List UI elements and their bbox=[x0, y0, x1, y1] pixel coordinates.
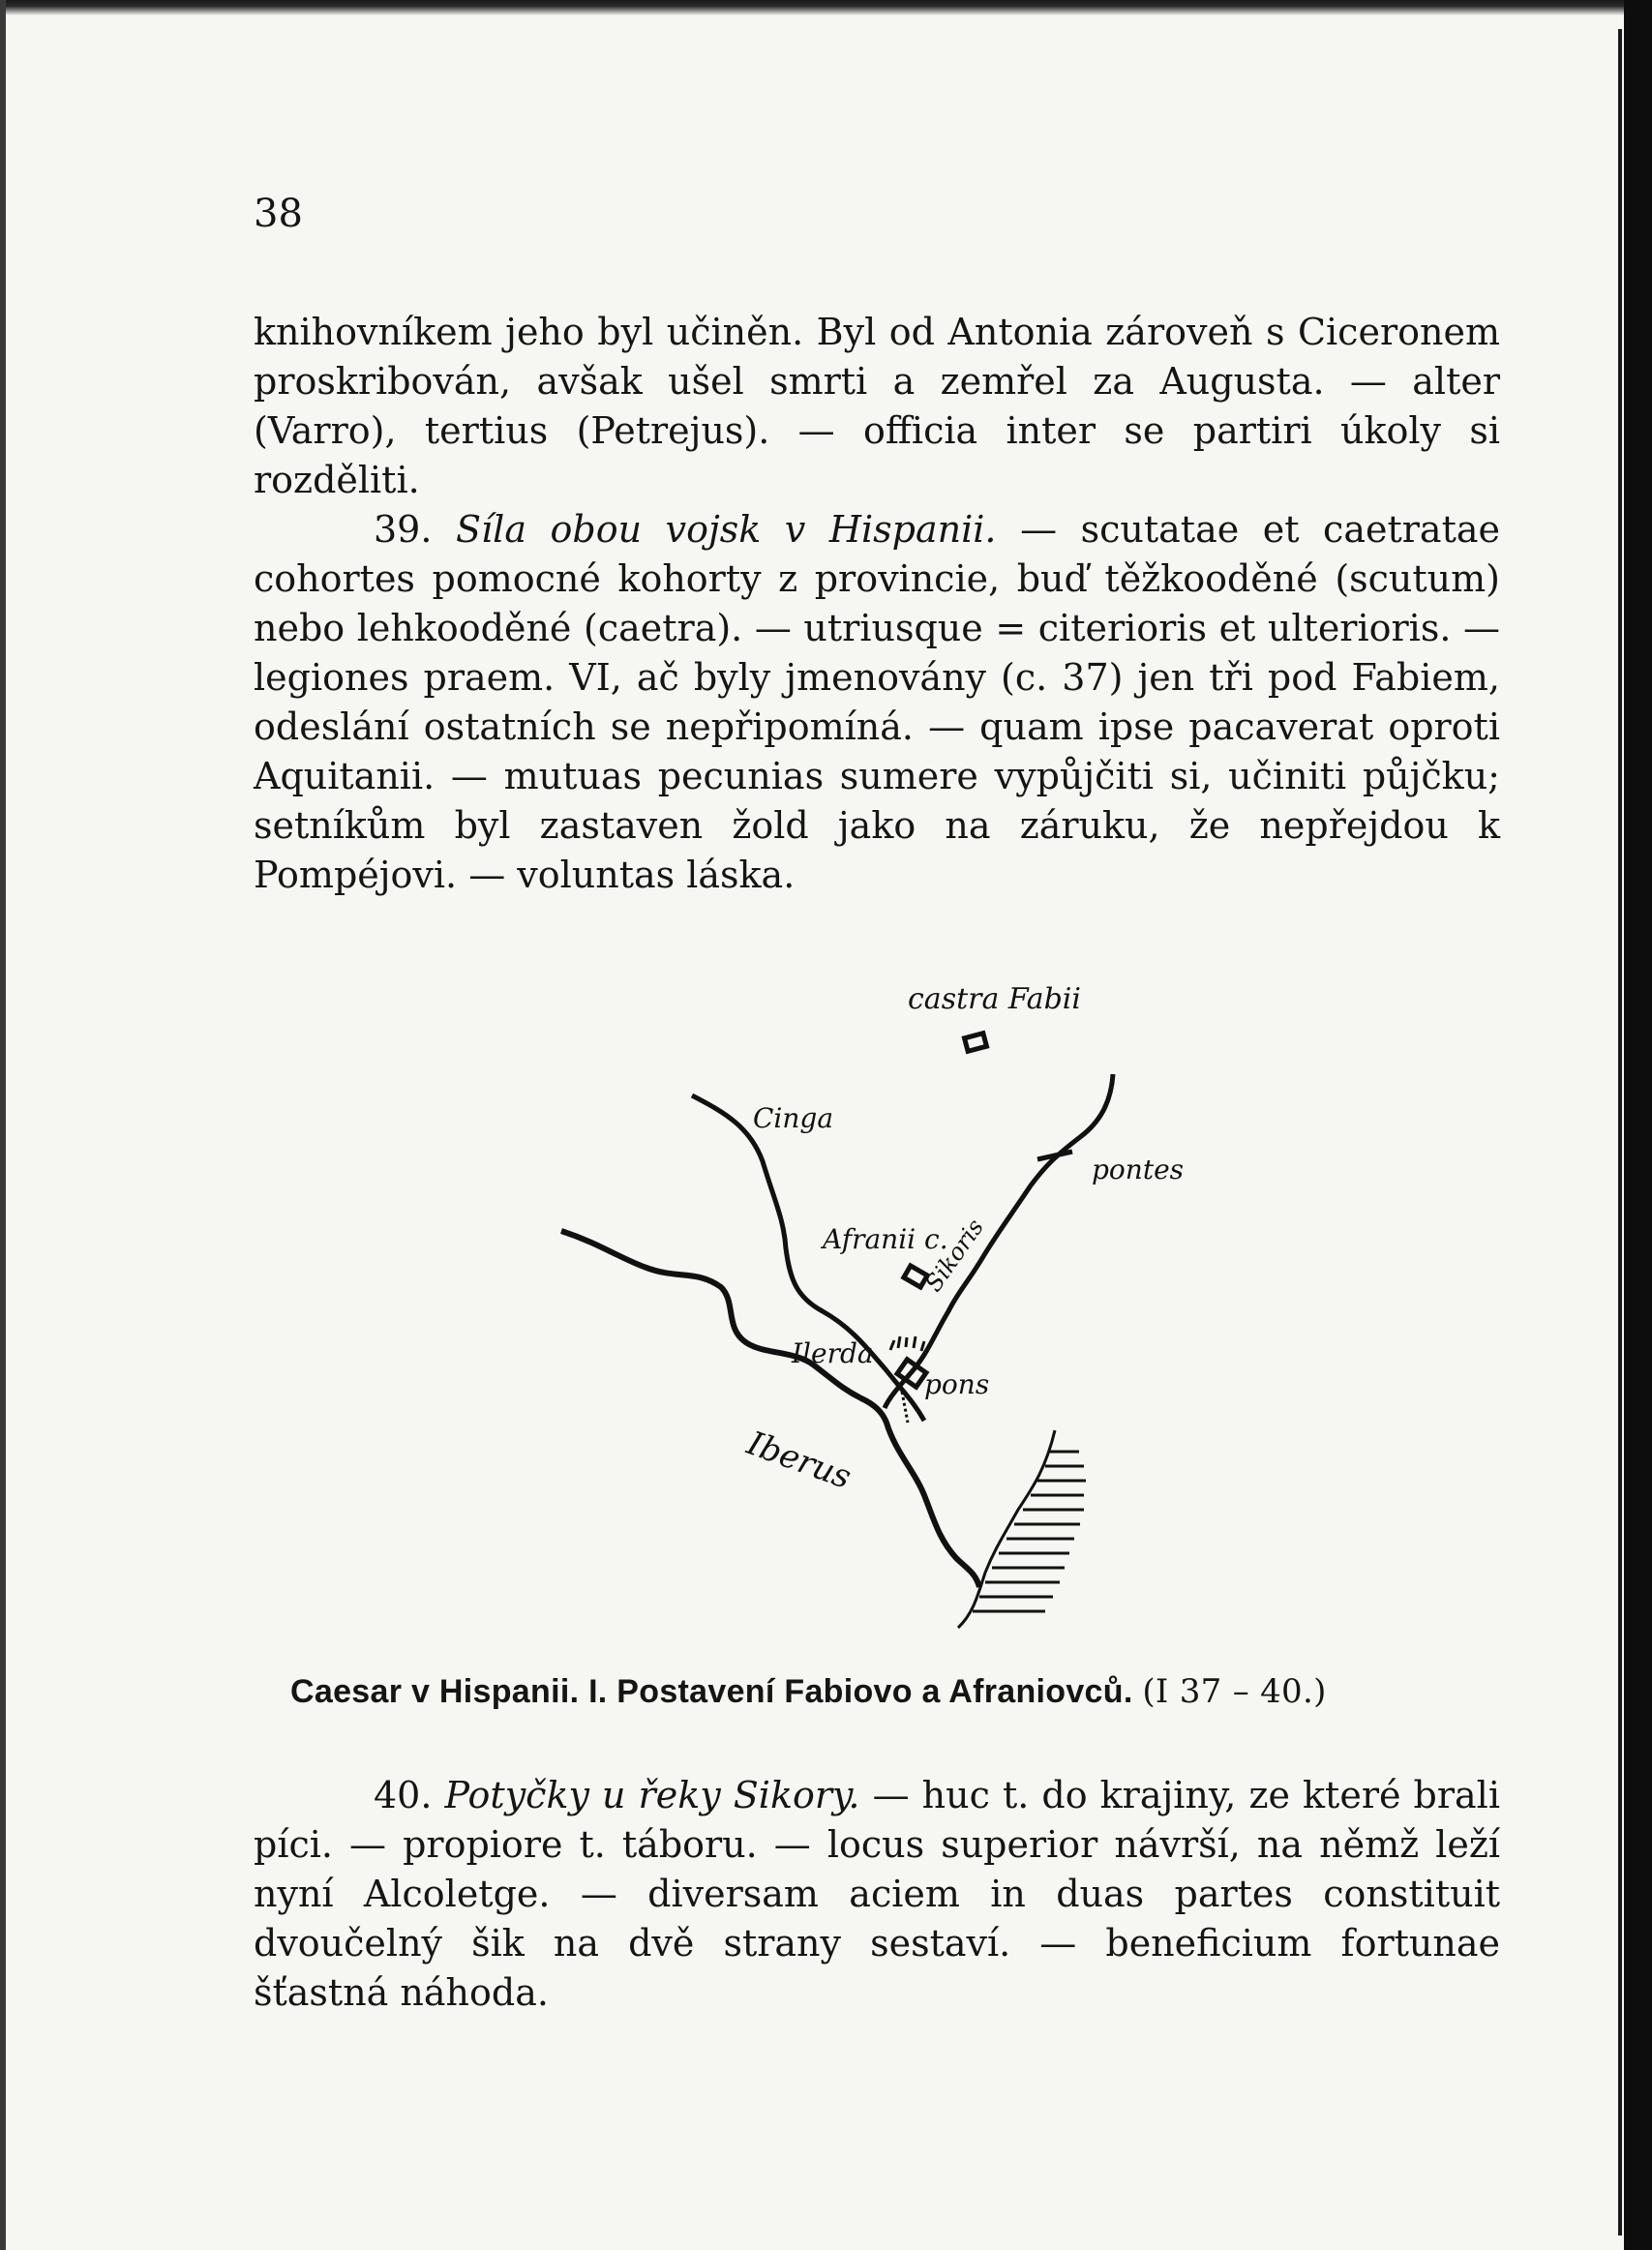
map-label-cinga: Cinga bbox=[753, 1102, 834, 1134]
section-number: 39. bbox=[374, 508, 433, 551]
map-label-sikoris: Sikoris bbox=[919, 1214, 989, 1297]
scan-gutter bbox=[1624, 0, 1652, 2250]
map-figure bbox=[542, 968, 1239, 1635]
map-label-pontes: pontes bbox=[1092, 1154, 1185, 1185]
commentary-block-1 bbox=[254, 308, 1500, 900]
map-label-iberus: Iberus bbox=[741, 1424, 856, 1497]
figure-caption bbox=[290, 1672, 1500, 1711]
section-heading: Potyčky u řeky Sikory. bbox=[444, 1774, 860, 1816]
scan-edge-left bbox=[0, 0, 6, 2250]
sea-hatching bbox=[973, 1452, 1086, 1611]
section-number: 40. bbox=[374, 1774, 433, 1816]
paragraph-40 bbox=[254, 1771, 1500, 2018]
scan-edge-right bbox=[1618, 29, 1622, 2235]
map-label-pons: pons bbox=[924, 1368, 990, 1400]
scan-edge-top bbox=[0, 0, 1624, 15]
map-label-ilerda: Ilerda bbox=[792, 1337, 874, 1369]
section-body: — scutatae et caetratae cohortes pomocné kohorty z provincie, buď těžkooděné (scutum) nebo lehkooděné (caetra). — utriusque = citerioris et ulterioris. — legiones praem. VI, ač byly jmenovány (c. 37) jen tři pod Fabiem, odeslání ostatních se nepřipomíná. — quam ipse pacaverat oproti Aquitanii. — mutuas pecunias sumere vypůjčiti si, učiniti půjčku; setníkům byl zastaven žold jako na záruku, že nepřejdou k Pompéjovi. — voluntas láska. bbox=[254, 508, 1500, 896]
map-label-afranii-castra: Afranii c. bbox=[823, 1223, 948, 1255]
section-body: — huc t. do krajiny, ze které brali píci. — propiore t. táboru. — locus superior návrší, na němž leží nyní Alcoletge. — diversam aciem in duas partes constituit dvoučelný šik na dvě strany sestaví. — beneficium fortunae šťastná náhoda. bbox=[254, 1774, 1500, 2014]
commentary-block-2 bbox=[254, 1771, 1500, 2018]
river-cinga bbox=[692, 1095, 924, 1421]
paragraph-39 bbox=[254, 505, 1500, 900]
hill-hatching bbox=[890, 1336, 924, 1351]
camp-fabius-icon bbox=[965, 1034, 987, 1052]
caption-reference: (I 37 – 40.) bbox=[1142, 1672, 1327, 1711]
section-heading: Síla obou vojsk v Hispanii. bbox=[456, 508, 997, 551]
caption-text: Caesar v Hispanii. I. Postavení Fabiovo a Afraniovců. bbox=[290, 1673, 1133, 1710]
map-label-castra-fabii: castra Fabii bbox=[908, 982, 1081, 1016]
page-number: 38 bbox=[254, 192, 303, 236]
paragraph-38-continued: knihovníkem jeho byl učiněn. Byl od Antonia zároveň s Ciceronem proskribován, avšak ušel smrti a zemřel za Augusta. — alter (Varro), tertius (Petrejus). — officia inter se partiri úkoly si rozděliti. bbox=[254, 311, 1500, 501]
